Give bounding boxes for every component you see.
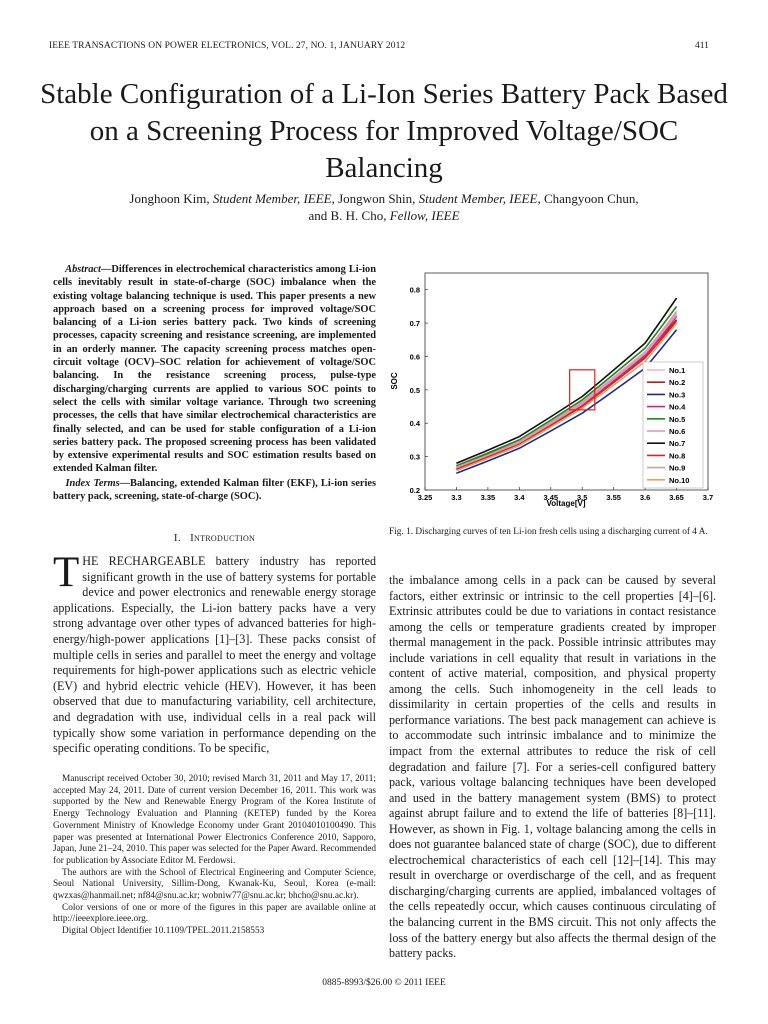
legend-label: No.10 (669, 475, 690, 485)
x-tick-label: 3.7 (702, 493, 714, 502)
x-axis-label: Voltage[V] (546, 499, 586, 508)
y-axis-label: SOC (390, 372, 399, 390)
author-4: and B. H. Cho, (308, 208, 387, 223)
body-right-column: the imbalance among cells in a pack can be caused by several factors, either extrinsic or intrinsic to the cell properties [4]–[6]. Extrinsic attributes could be due to variations in contact resistance among the cells or temperature gradients created by improper thermal management in the pack. Possible intrinsic attributes may include variations in cell equality that result in variations in the content of active material, composition, and physical property among the cells. Such inhomogeneity in the cell leads to dissimilarity in certain properties of the cells and results in performance variations. The best pack management can achieve is to accommodate such intrinsic imbalance and to minimize the impact from the external attributes to reduce the risk of cell degradation and failure [7]. For a series-cell configured battery pack, various voltage balancing techniques have been developed and used in the battery management system (BMS) to protect against abrupt failure and to extend the life of batteries [8]–[11]. However, as shown in Fig. 1, voltage balancing among the cells in does not guarantee balanced state of charge (SOC), due to different electrochemical characteristics of each cell [12]–[14]. This may result in overcharge or overdischarge of the cell, and as frequent discharging/charging currents are applied, imbalanced voltages of the cells repeatedly occur, which causes continuous circulating of the balancing current in the BMS circuit. This not only affects the loss of the battery energy but also affects the thermal design of the battery packs. (389, 573, 716, 961)
drop-cap: T (53, 549, 80, 596)
figure-1 (388, 268, 718, 508)
x-tick-label: 3.4 (514, 493, 525, 502)
x-tick-label: 3.45 (543, 493, 559, 502)
x-tick-label: 3.65 (669, 493, 684, 502)
legend-label: No.3 (669, 390, 686, 400)
section-heading (53, 532, 376, 544)
copyright-footer: 0885-8993/$26.00 © 2011 IEEE (322, 978, 446, 988)
y-tick-label: 0.5 (409, 385, 420, 395)
abstract-lead: Abstract (65, 264, 101, 275)
author-4-role: Fellow, IEEE (389, 208, 460, 223)
author-3: , Changyoon Chun, (537, 191, 639, 206)
footnotes (53, 774, 376, 938)
footnote-affiliation: The authors are with the School of Electrical Engineering and Computer Science, Seoul National University, Sillim-Dong, Kwanak-Ku, Seoul, Korea (e-mail: qwzxas@hanmail.net; nf84@snu.ac.kr; wobniw77@snu.ac.kr; bhcho@snu.ac.kr). (53, 867, 376, 902)
author-2-role: Student Member, IEEE (418, 191, 538, 206)
legend-label: No.6 (669, 427, 686, 436)
y-tick-label: 0.8 (409, 285, 420, 295)
legend-label: No.7 (669, 439, 686, 449)
section-title: Introduction (190, 532, 256, 544)
soc-voltage-chart (388, 268, 718, 508)
author-list (40, 190, 728, 224)
x-tick-label: 3.6 (639, 493, 651, 502)
y-tick-label: 0.4 (409, 419, 420, 429)
y-tick-label: 0.2 (409, 486, 420, 495)
y-tick-label: 0.6 (409, 352, 420, 362)
footnote-manuscript: Manuscript received October 30, 2010; revised March 31, 2011 and May 17, 2011; accepted May 24, 2011. Date of current version December 16, 2011. This work was supported by the New and Renewable Energy Program of the Korea Institute of Energy Technology Evaluation and Planning (KETEP) funded by the Korea Government Ministry of Knowledge Economy under Grant 20104010100490. This paper was presented at International Power Electronics Conference 2010, Sapporo, Japan, June 21–24, 2010. This paper was selected for the Paper Award. Recommended for publication by Associate Editor M. Ferdowsi. (53, 774, 376, 866)
intro-paragraph (53, 549, 376, 757)
abstract (53, 263, 376, 476)
legend-label: No.1 (669, 366, 686, 375)
y-tick-label: 0.7 (409, 319, 420, 329)
footnote-color: Color versions of one or more of the figures in this paper are available online at http://ieeexplore.ieee.org. (53, 902, 376, 925)
author-1-role: Student Member, IEEE (212, 191, 332, 206)
legend-label: No.5 (669, 414, 686, 424)
section-number: I. (173, 532, 181, 544)
index-terms-text: —Balancing, extended Kalman filter (EKF), Li-ion series battery pack, screening, state-of-charge (SOC). (53, 478, 376, 503)
abstract-text: —Differences in electrochemical characteristics among Li-ion cells inevitably result in state-of-charge (SOC) imbalance when the existing voltage balancing technique is used. This paper presents a new approach based on a screening process for improved voltage/SOC balancing of a Li-ion series battery pack. Two kinds of screening processes, capacity screening and resistance screening, are implemented in an orderly manner. The capacity screening process matches open-circuit voltage (OCV)–SOC relation for achievement of voltage/SOC balancing. In the resistance screening process, pulse-type discharging/charging currents are applied to various SOC points to select the cells with similar voltage variance. Through two screening processes, the cells that have similar electrochemical characteristics are finally selected, and can be used for stable configuration of a Li-ion series battery pack. The proposed screening process has been validated by extensive experimental results and SOC estimation results based on extended Kalman filter. (53, 264, 376, 475)
legend-label: No.8 (669, 451, 686, 461)
author-1: Jonghoon Kim, (129, 191, 210, 206)
footnote-doi: Digital Object Identifier 10.1109/TPEL.2011.2158553 (62, 926, 265, 937)
intro-text: battery industry has reported significant growth in the use of battery systems for portable device and power electronics and renewable energy storage applications. Especially, the Li-ion battery packs have a very strong advantage over other types of advanced batteries for high-energy/high-power applications [1]–[3]. These packs consist of multiple cells in series and parallel to meet the energy and voltage requirements for high-power applications such as electric vehicle (EV) and hybrid electric vehicle (HEV). However, it has been observed that due to manufacturing variability, cell architecture, and degradation with use, individual cells in a real pack will typically show some variation in performance depending on the specific operating conditions. To be specific, (53, 554, 376, 756)
index-terms-lead: Index Terms (65, 478, 120, 489)
x-tick-label: 3.55 (606, 493, 621, 502)
x-tick-label: 3.3 (451, 493, 462, 502)
running-header: IEEE TRANSACTIONS ON POWER ELECTRONICS, VOL. 27, NO. 1, JANUARY 2012 (49, 41, 406, 51)
legend-label: No.2 (669, 378, 686, 388)
legend-label: No.9 (669, 463, 686, 473)
x-tick-label: 3.5 (577, 493, 588, 502)
index-terms (53, 477, 376, 504)
intro-first-words: HE RECHARGEABLE (82, 554, 206, 568)
figure-caption: Fig. 1. Discharging curves of ten Li-ion fresh cells using a discharging current of 4 A. (389, 527, 708, 537)
author-2: , Jongwon Shin, (331, 191, 416, 206)
paper-title: Stable Configuration of a Li-Ion Series Battery Pack Based on a Screening Process for Improved Voltage/SOC Balancing (40, 78, 728, 184)
x-tick-label: 3.25 (417, 493, 433, 502)
x-tick-label: 3.35 (480, 493, 496, 502)
page-number: 411 (695, 41, 709, 51)
legend-label: No.4 (669, 402, 686, 412)
y-tick-label: 0.3 (409, 452, 420, 462)
